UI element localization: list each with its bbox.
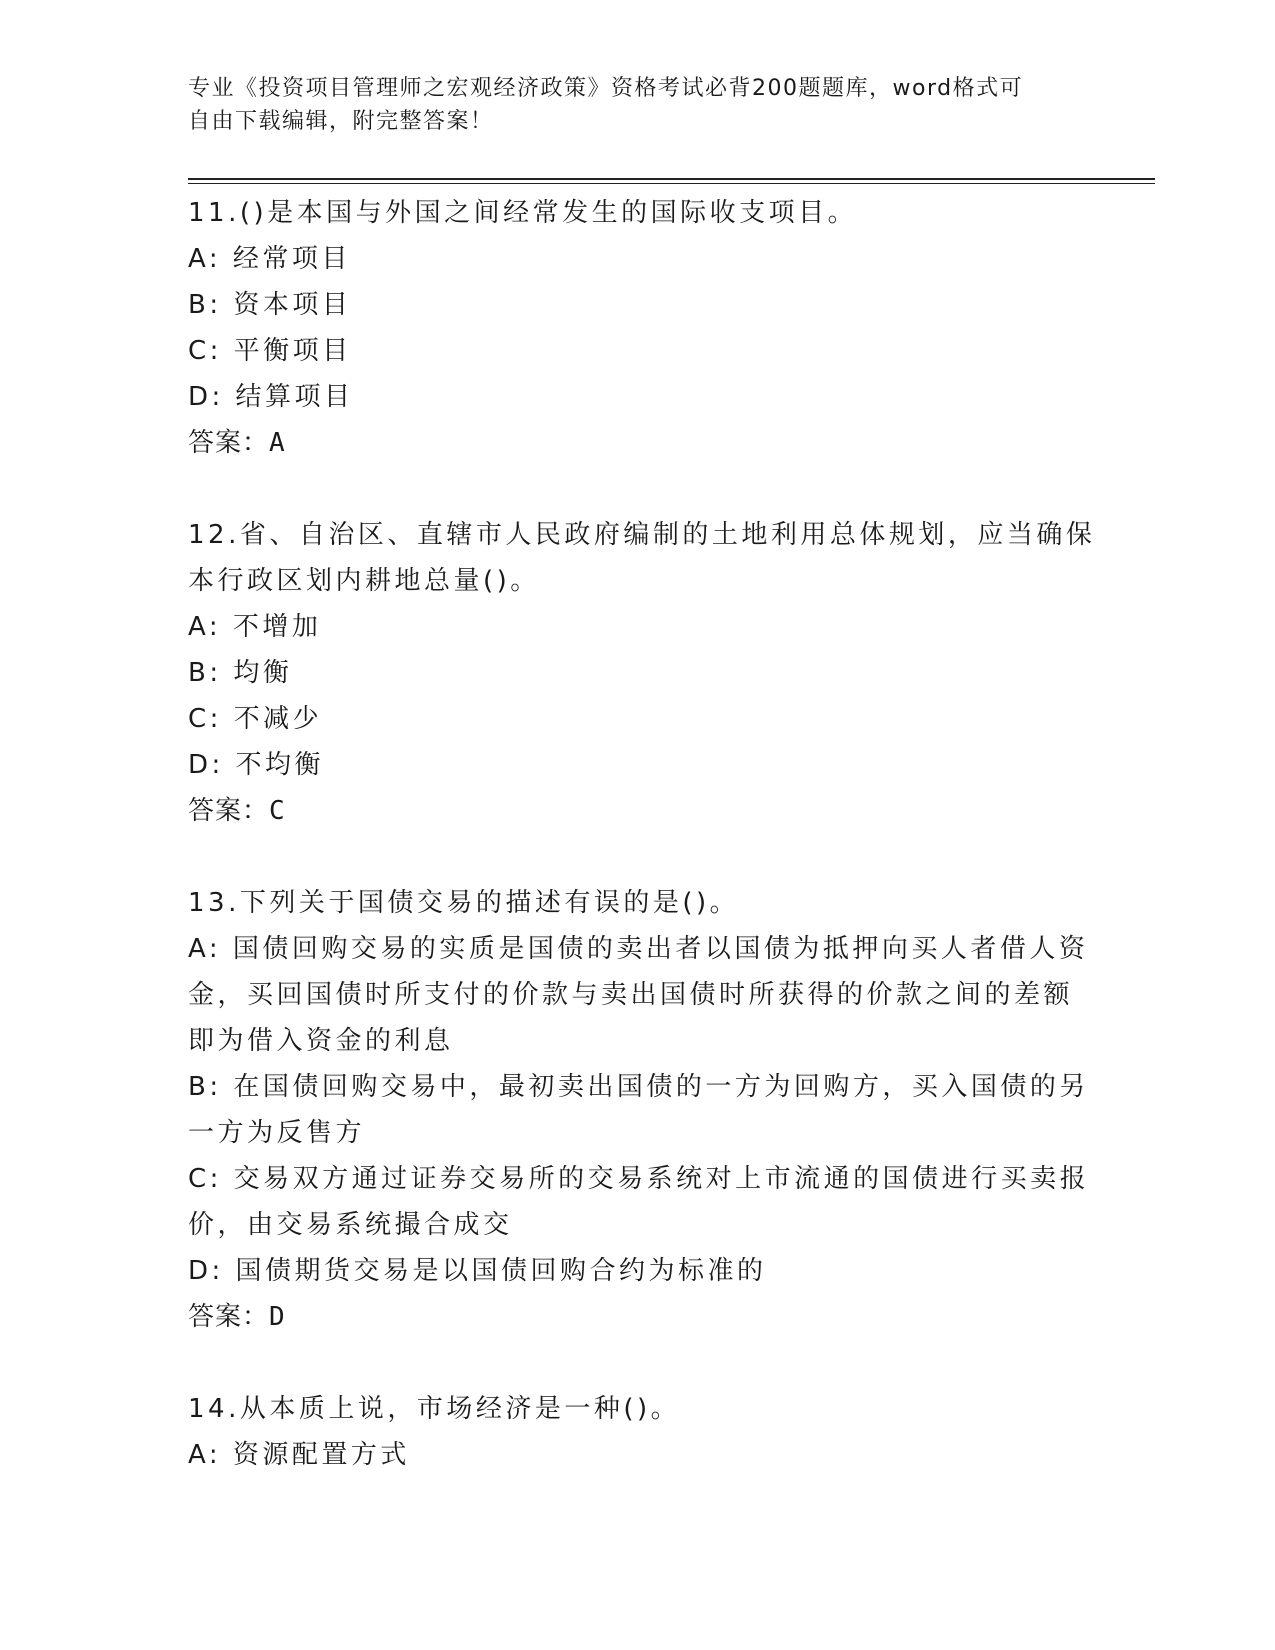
option-c: C: 平衡项目 <box>188 336 352 366</box>
option-d: D: 不均衡 <box>188 750 325 780</box>
answer-label: 答案： <box>188 428 270 458</box>
option-a: A: 经常项目 <box>188 244 351 274</box>
question-11 <box>188 190 1088 466</box>
option-a: A: 国债回购交易的实质是国债的卖出者以国债为抵押向买人者借人资 <box>188 934 1089 964</box>
option-b: B: 资本项目 <box>188 290 352 320</box>
question-stem: 13.下列关于国债交易的描述有误的是()。 <box>188 888 740 918</box>
answer-key: C <box>269 796 286 826</box>
answer-line <box>188 788 1088 834</box>
option-a: A: 不增加 <box>188 612 322 642</box>
answer-label: 答案： <box>188 1302 270 1332</box>
option-c: C: 不减少 <box>188 704 323 734</box>
option-a-continued: 即为借入资金的利息 <box>188 1026 454 1056</box>
document-header <box>188 72 1088 138</box>
option-a-continued: 金，买回国债时所支付的价款与卖出国债时所获得的价款之间的差额 <box>188 980 1074 1010</box>
option-b: B: 均衡 <box>188 658 293 688</box>
answer-line <box>188 420 1088 466</box>
option-b: B: 在国债回购交易中，最初卖出国债的一方为回购方，买入国债的另 <box>188 1072 1089 1102</box>
option-a: A: 资源配置方式 <box>188 1440 410 1470</box>
question-stem: 14.从本质上说，市场经济是一种()。 <box>188 1394 681 1424</box>
question-stem: 本行政区划内耕地总量()。 <box>188 566 540 596</box>
option-d: D: 结算项目 <box>188 382 354 412</box>
option-c-continued: 价，由交易系统撮合成交 <box>188 1210 513 1240</box>
header-divider-thin <box>188 183 1155 184</box>
question-stem: 11.()是本国与外国之间经常发生的国际收支项目。 <box>188 198 858 228</box>
option-c: C: 交易双方通过证券交易所的交易系统对上市流通的国债进行买卖报 <box>188 1164 1090 1194</box>
answer-key: A <box>269 428 286 458</box>
header-line: 自由下载编辑，附完整答案！ <box>188 109 494 134</box>
header-line: 专业《投资项目管理师之宏观经济政策》资格考试必背200题题库，word格式可 <box>188 76 1024 101</box>
answer-line <box>188 1294 1088 1340</box>
option-b-continued: 一方为反售方 <box>188 1118 366 1148</box>
option-d: D: 国债期货交易是以国债回购合约为标准的 <box>188 1256 767 1286</box>
question-12 <box>188 512 1096 834</box>
question-14 <box>188 1386 1088 1478</box>
question-list <box>188 190 1096 1478</box>
header-divider-thick <box>188 178 1155 180</box>
question-13 <box>188 880 1088 1340</box>
answer-label: 答案： <box>188 796 270 826</box>
question-stem: 12.省、自治区、直辖市人民政府编制的土地利用总体规划，应当确保 <box>188 520 1096 550</box>
answer-key: D <box>269 1302 286 1332</box>
